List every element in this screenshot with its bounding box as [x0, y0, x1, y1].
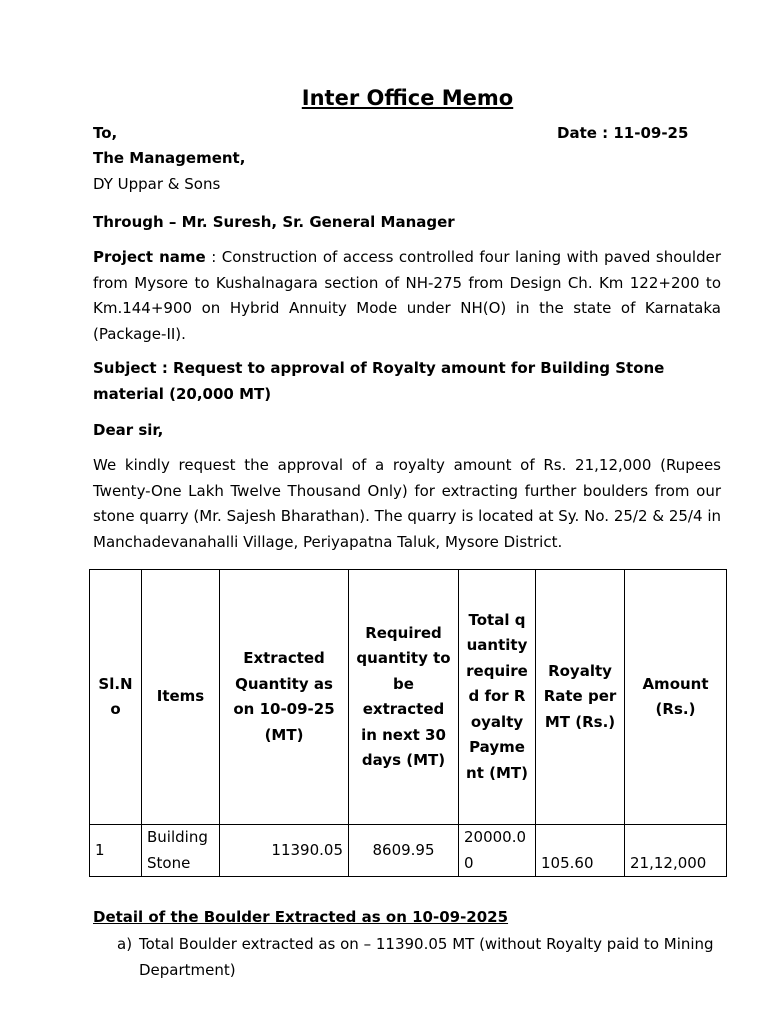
cell-item: Building Stone: [142, 825, 220, 877]
table-row: [90, 825, 727, 877]
body-paragraph: We kindly request the approval of a royalty amount of Rs. 21,12,000 (Rupees Twenty-One Lakh Twelve Thousand Only) for extracting further boulders from our stone quarry (Mr. Sajesh Bharathan). The quarry is located at Sy. No. 25/2 & 25/4 in Manchadevanahalli Village, Periyapatna Taluk, Mysore District.: [93, 456, 721, 551]
cell-total: 20000.00: [459, 825, 536, 877]
header-items: Items: [142, 570, 220, 825]
header-slno: Sl.No: [90, 570, 142, 825]
header-rate: Royalty Rate per MT (Rs.): [536, 570, 625, 825]
royalty-table: [89, 569, 727, 877]
header-total: Total quantity required for Royalty Payment (MT): [459, 570, 536, 825]
memo-date: Date : 11-09-25: [557, 124, 689, 142]
cell-slno: 1: [90, 825, 142, 877]
table-header-row: [90, 570, 727, 825]
memo-title: Inter Office Memo: [301, 86, 514, 110]
company-name: DY Uppar & Sons: [93, 175, 221, 193]
to-label: To,: [93, 124, 118, 142]
cell-required: 8609.95: [349, 825, 459, 877]
header-extracted: Extracted Quantity as on 10-09-25 (MT): [220, 570, 349, 825]
detail-heading: Detail of the Boulder Extracted as on 10-09-2025: [93, 908, 509, 926]
cell-extracted: 11390.05: [220, 825, 349, 877]
header-amount: Amount (Rs.): [625, 570, 727, 825]
project-label: Project name: [93, 248, 206, 266]
list-marker: a): [117, 935, 133, 953]
subject-line: Subject : Request to approval of Royalty amount for Building Stone material (20,000 MT): [93, 359, 665, 403]
header-required: Required quantity to be extracted in next 30 days (MT): [349, 570, 459, 825]
project-text: : Construction of access controlled four laning with paved shoulder from Mysore to Kushalnagara section of NH-275 from Design Ch. Km 122+200 to Km.144+900 on Hybrid Annuity Mode under NH(O) in the state of Karnataka (Package-II).: [93, 248, 721, 343]
project-paragraph: [93, 245, 721, 347]
recipient: The Management,: [93, 149, 246, 167]
list-text: Total Boulder extracted as on – 11390.05 MT (without Royalty paid to Mining Department): [139, 935, 714, 979]
salutation: Dear sir,: [93, 421, 164, 439]
list-item: [117, 931, 717, 983]
through-line: Through – Mr. Suresh, Sr. General Manager: [93, 213, 455, 231]
cell-rate: 105.60: [536, 825, 625, 877]
cell-amount: 21,12,000: [625, 825, 727, 877]
